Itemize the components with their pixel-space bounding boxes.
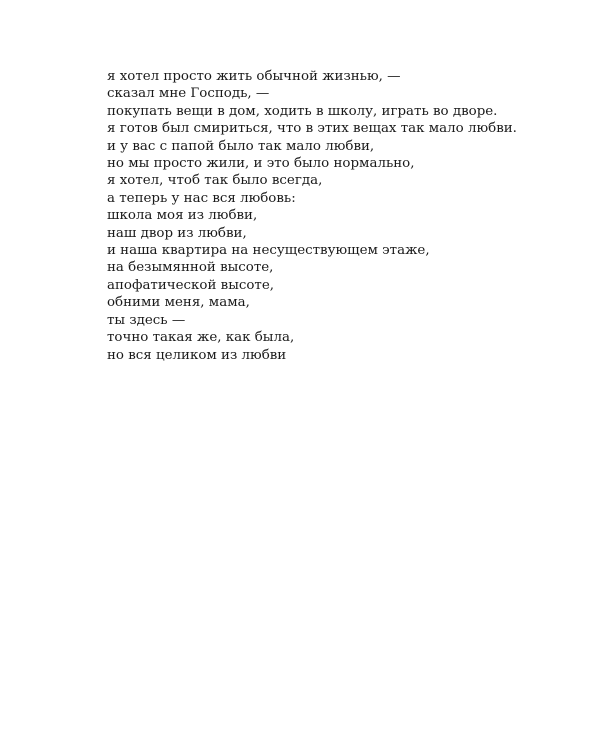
poem-line: а теперь у нас вся любовь: [107, 190, 296, 206]
poem-line: и наша квартира на несуществующем этаже, [107, 243, 430, 259]
poem-line: наш двор из любви, [107, 225, 247, 241]
poem-line: я готов был смириться, что в этих вещах так мало любви. [107, 121, 517, 137]
poem-text [107, 68, 517, 364]
poem-line: апофатической высоте, [107, 277, 275, 293]
poem-line: я хотел просто жить обычной жизнью, — [107, 69, 401, 84]
poem-line: покупать вещи в дом, ходить в школу, играть во дворе. [107, 103, 498, 119]
poem-line: школа моя из любви, [107, 208, 258, 224]
poem-line: обними меня, мама, [107, 295, 250, 311]
poem-line: на безымянной высоте, [107, 260, 274, 276]
poem-line: и у вас с папой было так мало любви, [107, 138, 375, 154]
poem-line: точно такая же, как была, [107, 330, 295, 346]
poem-line: сказал мне Господь, — [107, 86, 270, 102]
poem-line: я хотел, чтоб так было всегда, [107, 173, 323, 189]
poem-line: но вся целиком из любви [107, 347, 287, 363]
poem-line: ты здесь — [107, 312, 186, 328]
poem-line: но мы просто жили, и это было нормально, [107, 156, 415, 172]
